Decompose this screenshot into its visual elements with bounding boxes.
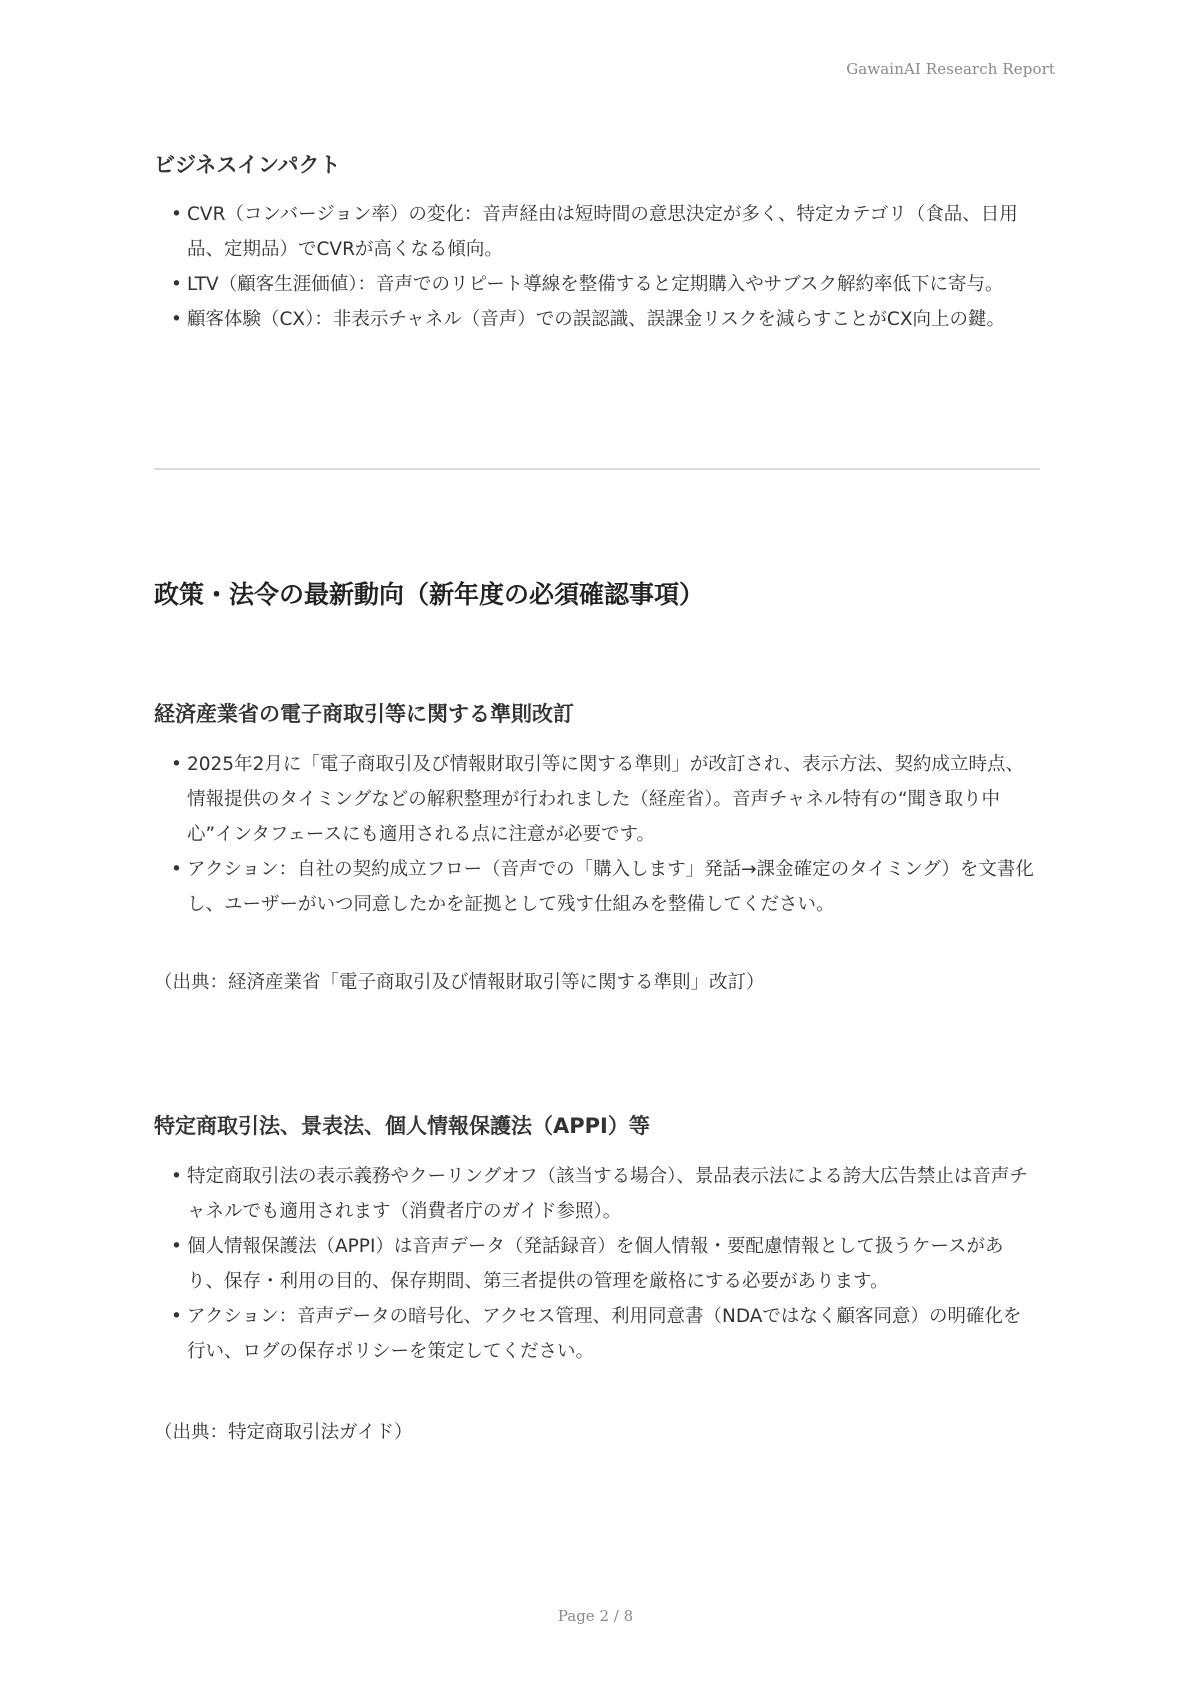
list-item: • 2025年2月に「電子商取引及び情報財取引等に関する準則」が改訂され、表示方法、契約成立時点、情報提供のタイミングなどの解釈整理が行われました（経産省）。音声チャネル特有の“聞き取り中心”インタフェースにも適用される点に注意が必要です。 bbox=[154, 747, 1034, 852]
meti-list bbox=[154, 747, 1034, 922]
subsection-title-meti: 経済産業省の電子商取引等に関する準則改訂 bbox=[154, 702, 574, 726]
list-item: • 特定商取引法の表示義務やクーリングオフ（該当する場合）、景品表示法による誇大広告禁止は音声チャネルでも適用されます（消費者庁のガイド参照）。 bbox=[154, 1159, 1034, 1229]
list-item: • 個人情報保護法（APPI）は音声データ（発話録音）を個人情報・要配慮情報として扱うケースがあり、保存・利用の目的、保存期間、第三者提供の管理を厳格にする必要があります。 bbox=[154, 1229, 1034, 1299]
list-item: • アクション：音声データの暗号化、アクセス管理、利用同意書（NDAではなく顧客同意）の明確化を行い、ログの保存ポリシーを策定してください。 bbox=[154, 1299, 1034, 1369]
laws-list bbox=[154, 1159, 1034, 1369]
list-item: • CVR（コンバージョン率）の変化：音声経由は短時間の意思決定が多く、特定カテゴリ（食品、日用品、定期品）でCVRが高くなる傾向。 bbox=[154, 197, 1034, 267]
list-item: • 顧客体験（CX）：非表示チャネル（音声）での誤認識、誤課金リスクを減らすことがCX向上の鍵。 bbox=[154, 302, 1034, 337]
section-title-policy: 政策・法令の最新動向（新年度の必須確認事項） bbox=[154, 580, 705, 609]
source-note-meti: （出典：経済産業省「電子商取引及び情報財取引等に関する準則」改訂） bbox=[154, 972, 765, 993]
running-header: GawainAI Research Report bbox=[846, 60, 1055, 78]
list-item: • LTV（顧客生涯価値）：音声でのリピート導線を整備すると定期購入やサブスク解約率低下に寄与。 bbox=[154, 267, 1034, 302]
source-note-laws: （出典：特定商取引法ガイド） bbox=[154, 1422, 413, 1443]
page-number: Page 2 / 8 bbox=[557, 1607, 634, 1625]
business-impact-list bbox=[154, 197, 1034, 337]
section-divider bbox=[154, 468, 1040, 470]
subsection-title-laws: 特定商取引法、景表法、個人情報保護法（APPI）等 bbox=[154, 1114, 650, 1138]
list-item: • アクション：自社の契約成立フロー（音声での「購入します」発話→課金確定のタイミング）を文書化し、ユーザーがいつ同意したかを証拠として残す仕組みを整備してください。 bbox=[154, 852, 1034, 922]
section-title-business-impact: ビジネスインパクト bbox=[154, 153, 341, 177]
